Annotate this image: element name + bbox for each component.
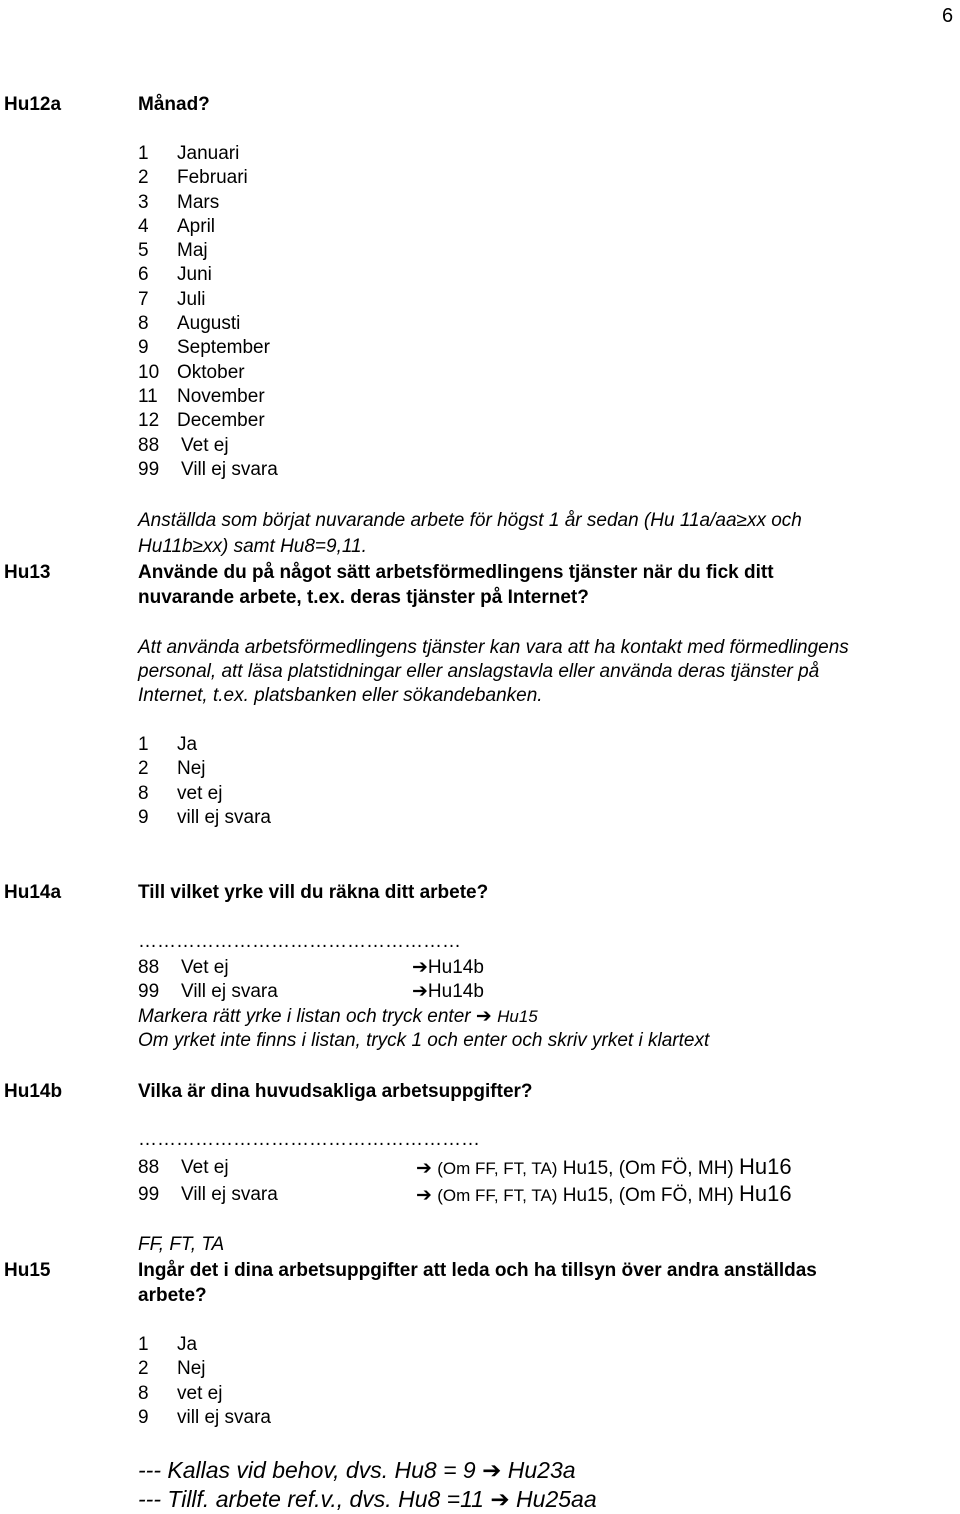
- option-hu14a-88: 88 Vet ej: [138, 957, 229, 978]
- route-hu14b-88: ➔ (Om FF, FT, TA) Hu15, (Om FÖ, MH) Hu16: [416, 1154, 792, 1179]
- instruction-hu14a-2: Om yrket inte finns i listan, tryck 1 och enter och skriv yrket i klartext: [138, 1030, 710, 1051]
- arrow-right-icon: ➔: [416, 1158, 432, 1179]
- option-item: 8 Augusti: [138, 313, 241, 335]
- answer-line-hu14b: ………………………………………………: [138, 1129, 480, 1150]
- option-item: 2 Nej: [138, 1358, 206, 1380]
- route-hu14a-99: ➔Hu14b: [412, 981, 484, 1002]
- condition-hu13-line2: Hu11b≥xx) samt Hu8=9,11.: [138, 536, 367, 557]
- option-item: 1 Januari: [138, 143, 240, 164]
- option-item: 99 Vill ej svara: [138, 458, 278, 480]
- arrow-right-icon: ➔: [490, 1486, 510, 1512]
- option-item: 7 Juli: [138, 288, 206, 310]
- instruction-hu14a-1: Markera rätt yrke i listan och tryck enter ➔ Hu15: [138, 1006, 538, 1027]
- question-id-hu13: Hu13: [4, 562, 51, 583]
- answer-line-hu14a: ……………………………………………: [138, 931, 461, 952]
- options-hu13: [138, 733, 271, 830]
- filter-hu15: FF, FT, TA: [138, 1234, 225, 1255]
- route-hu14b-99: ➔ (Om FF, FT, TA) Hu15, (Om FÖ, MH) Hu16: [416, 1181, 792, 1206]
- arrow-right-icon: ➔: [416, 1185, 432, 1206]
- page-number: 6: [942, 5, 954, 27]
- option-item: 3 Mars: [138, 191, 220, 213]
- question-hu14b: Vilka är dina huvudsakliga arbetsuppgifter?: [138, 1081, 533, 1102]
- footer-note-1: --- Kallas vid behov, dvs. Hu8 = 9 ➔ Hu23a: [138, 1457, 576, 1483]
- condition-hu13-line1: Anställda som börjat nuvarande arbete för högst 1 år sedan (Hu 11a/aa≥xx och: [138, 510, 802, 531]
- question-hu14a: Till vilket yrke vill du räkna ditt arbete?: [138, 882, 489, 903]
- option-item: 8 vet ej: [138, 782, 223, 804]
- option-item: 88 Vet ej: [138, 434, 229, 456]
- question-id-hu12a: Hu12a: [4, 94, 62, 115]
- note-hu13-line2: personal, att läsa platstidningar eller anslagstavla eller använda deras tjänster på: [138, 661, 820, 682]
- option-item: 1 Ja: [138, 1334, 198, 1355]
- question-hu13-line1: Använde du på något sätt arbetsförmedlingens tjänster när du fick ditt: [138, 562, 774, 583]
- question-hu13-line2: nuvarande arbete, t.ex. deras tjänster på Internet?: [138, 587, 589, 608]
- option-hu14b-99: 99 Vill ej svara: [138, 1184, 278, 1205]
- option-item: 9 September: [138, 337, 270, 359]
- route-hu14a-88: ➔Hu14b: [412, 957, 484, 978]
- arrow-right-icon: ➔: [412, 981, 428, 1002]
- option-item: 5 Maj: [138, 240, 208, 262]
- footer-note-2: --- Tillf. arbete ref.v., dvs. Hu8 =11 ➔ Hu25aa: [138, 1486, 597, 1512]
- option-item: 10 Oktober: [138, 361, 245, 383]
- option-item: 9 vill ej svara: [138, 806, 271, 828]
- question-id-hu14b: Hu14b: [4, 1081, 63, 1102]
- question-id-hu14a: Hu14a: [4, 882, 62, 903]
- options-hu12a: [138, 142, 278, 482]
- options-hu15: [138, 1333, 271, 1430]
- option-item: 12 December: [138, 410, 265, 432]
- arrow-right-icon: ➔: [482, 1457, 502, 1483]
- option-item: 4 April: [138, 215, 216, 237]
- question-id-hu15: Hu15: [4, 1260, 51, 1281]
- option-item: 9 vill ej svara: [138, 1406, 271, 1428]
- option-item: 8 vet ej: [138, 1382, 223, 1404]
- option-item: 1 Ja: [138, 734, 198, 755]
- question-hu12a: Månad?: [138, 94, 210, 115]
- option-hu14a-99: 99 Vill ej svara: [138, 981, 278, 1002]
- option-item: 2 Nej: [138, 758, 206, 780]
- option-item: 6 Juni: [138, 264, 212, 286]
- arrow-right-icon: ➔: [475, 1006, 492, 1027]
- option-item: 11 November: [138, 385, 265, 407]
- arrow-right-icon: ➔: [412, 957, 428, 978]
- question-hu15-line1: Ingår det i dina arbetsuppgifter att leda och ha tillsyn över andra anställdas: [138, 1260, 817, 1281]
- note-hu13-line3: Internet, t.ex. platsbanken eller sökandebanken.: [138, 685, 543, 706]
- option-item: 2 Februari: [138, 167, 248, 189]
- question-hu15-line2: arbete?: [138, 1285, 207, 1306]
- option-hu14b-88: 88 Vet ej: [138, 1157, 229, 1178]
- note-hu13-line1: Att använda arbetsförmedlingens tjänster kan vara att ha kontakt med förmedlingens: [138, 637, 849, 658]
